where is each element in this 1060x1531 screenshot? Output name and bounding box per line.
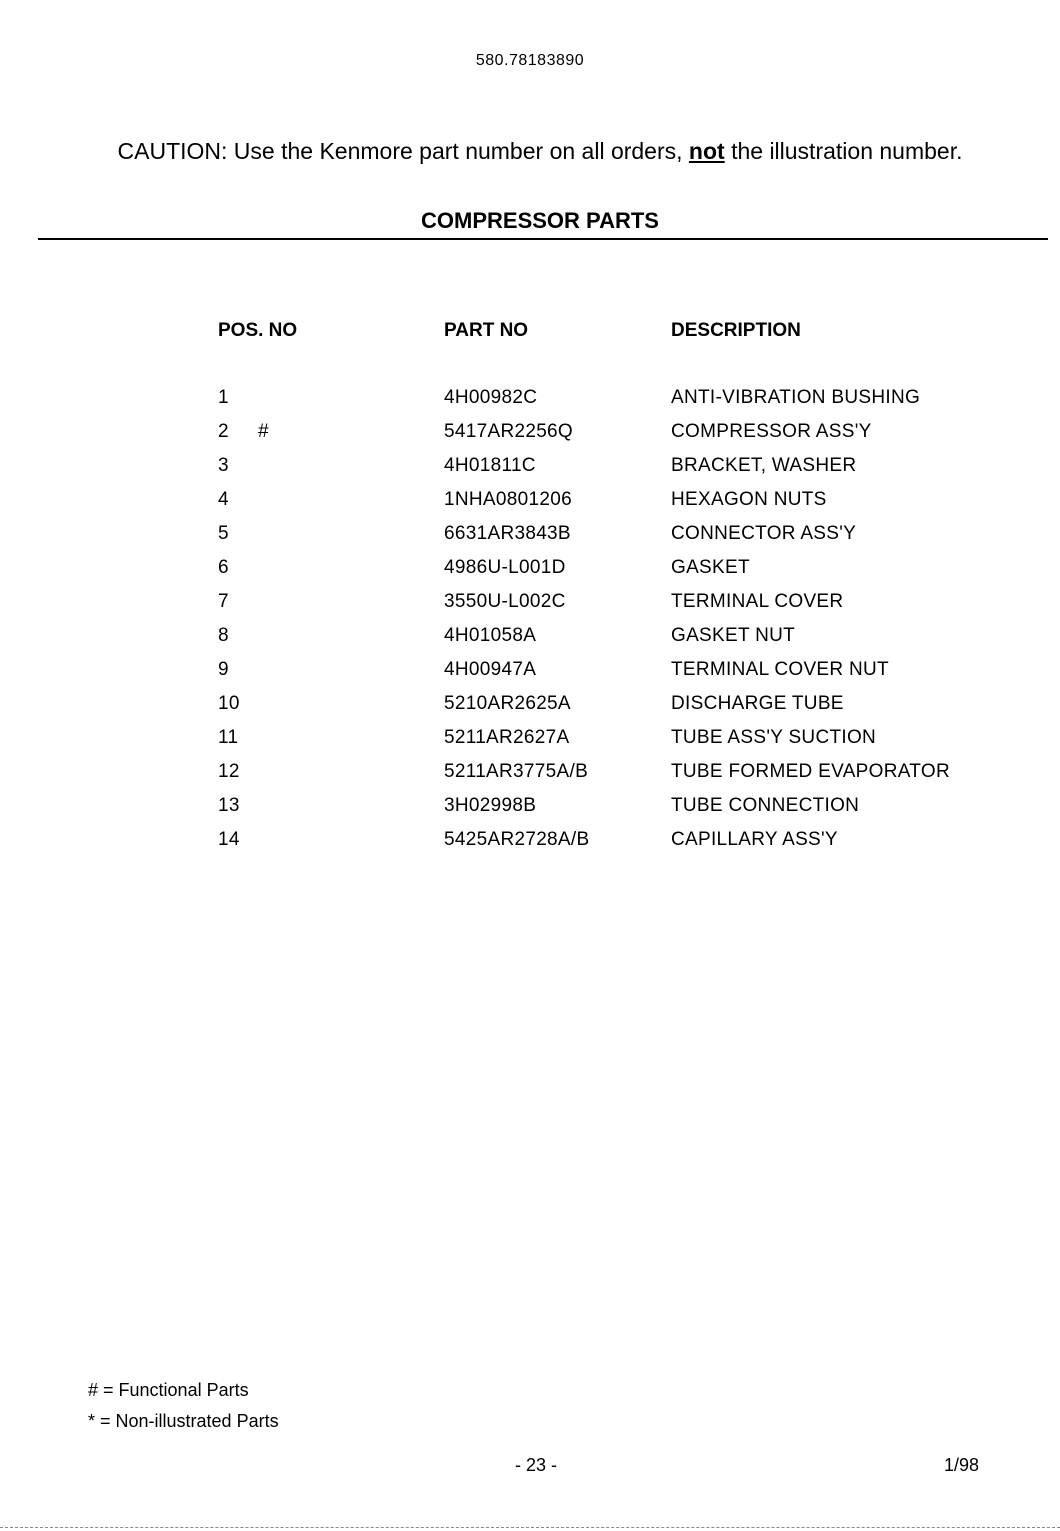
legend-non-illustrated-parts: * = Non-illustrated Parts bbox=[88, 1411, 279, 1431]
description-cell: TUBE FORMED EVAPORATOR bbox=[671, 761, 950, 782]
pos-no-cell: 6 bbox=[218, 557, 229, 578]
part-no-cell: 3H02998B bbox=[444, 795, 537, 816]
pos-no-cell: 11 bbox=[218, 727, 239, 748]
part-no-cell: 4H01811C bbox=[444, 455, 536, 476]
pos-no-cell: 9 bbox=[218, 659, 229, 680]
part-no-cell: 5211AR2627A bbox=[444, 727, 570, 748]
part-no-cell: 6631AR3843B bbox=[444, 523, 571, 544]
pos-no-cell: 7 bbox=[218, 591, 229, 612]
description-cell: CAPILLARY ASS'Y bbox=[671, 829, 838, 850]
table-row bbox=[0, 761, 1060, 795]
pos-no-cell: 13 bbox=[218, 795, 240, 816]
caution-text-before: CAUTION: Use the Kenmore part number on all orders, bbox=[117, 138, 689, 164]
table-row bbox=[0, 523, 1060, 557]
table-row bbox=[0, 625, 1060, 659]
description-cell: HEXAGON NUTS bbox=[671, 489, 827, 510]
description-cell: TERMINAL COVER bbox=[671, 591, 844, 612]
caution-text-after: the illustration number. bbox=[724, 138, 963, 164]
page-number: - 23 - bbox=[514, 1455, 557, 1475]
pos-no-cell: 3 bbox=[218, 455, 229, 476]
description-cell: TERMINAL COVER NUT bbox=[671, 659, 889, 680]
table-row bbox=[0, 421, 1060, 455]
caution-notice bbox=[0, 138, 1060, 165]
model-number: 580.78183890 bbox=[475, 52, 585, 69]
legend-functional-parts: # = Functional Parts bbox=[88, 1380, 249, 1400]
pos-no-cell: 5 bbox=[218, 523, 229, 544]
description-cell: DISCHARGE TUBE bbox=[671, 693, 844, 714]
pos-no-cell: 4 bbox=[218, 489, 229, 510]
description-cell: ANTI-VIBRATION BUSHING bbox=[671, 387, 921, 408]
parts-table-body bbox=[0, 387, 1060, 863]
bottom-divider bbox=[0, 1527, 1060, 1528]
part-no-cell: 5417AR2256Q bbox=[444, 421, 574, 442]
header-description: DESCRIPTION bbox=[671, 320, 801, 341]
table-row bbox=[0, 727, 1060, 761]
part-no-cell: 5211AR3775A/B bbox=[444, 761, 589, 782]
description-cell: BRACKET, WASHER bbox=[671, 455, 857, 476]
description-cell: GASKET bbox=[671, 557, 750, 578]
pos-no-cell: 10 bbox=[218, 693, 240, 714]
table-row bbox=[0, 557, 1060, 591]
pos-no-cell: 14 bbox=[218, 829, 240, 850]
table-row bbox=[0, 591, 1060, 625]
title-divider bbox=[38, 238, 1048, 240]
table-row bbox=[0, 489, 1060, 523]
part-no-cell: 4H01058A bbox=[444, 625, 537, 646]
description-cell: TUBE CONNECTION bbox=[671, 795, 860, 816]
pos-no-cell: 12 bbox=[218, 761, 240, 782]
description-cell: GASKET NUT bbox=[671, 625, 796, 646]
date-code: 1/98 bbox=[944, 1455, 980, 1475]
table-row bbox=[0, 829, 1060, 863]
header-pos-no: POS. NO bbox=[218, 320, 298, 341]
functional-mark: # bbox=[258, 421, 269, 442]
pos-no-cell: 8 bbox=[218, 625, 229, 646]
table-row bbox=[0, 659, 1060, 693]
header-part-no: PART NO bbox=[444, 320, 529, 341]
part-no-cell: 4H00947A bbox=[444, 659, 537, 680]
section-title: COMPRESSOR PARTS bbox=[421, 208, 659, 233]
description-cell: COMPRESSOR ASS'Y bbox=[671, 421, 872, 442]
part-no-cell: 3550U-L002C bbox=[444, 591, 566, 612]
table-row bbox=[0, 387, 1060, 421]
parts-table-header bbox=[0, 320, 1060, 346]
description-cell: TUBE ASS'Y SUCTION bbox=[671, 727, 877, 748]
caution-emphasis: not bbox=[688, 138, 725, 164]
part-no-cell: 4H00982C bbox=[444, 387, 538, 408]
table-row bbox=[0, 795, 1060, 829]
pos-no-cell: 2 bbox=[218, 421, 229, 442]
table-row bbox=[0, 455, 1060, 489]
part-no-cell: 4986U-L001D bbox=[444, 557, 566, 578]
description-cell: CONNECTOR ASS'Y bbox=[671, 523, 857, 544]
part-no-cell: 1NHA0801206 bbox=[444, 489, 572, 510]
table-row bbox=[0, 693, 1060, 727]
part-no-cell: 5210AR2625A bbox=[444, 693, 571, 714]
pos-no-cell: 1 bbox=[218, 387, 229, 408]
part-no-cell: 5425AR2728A/B bbox=[444, 829, 590, 850]
